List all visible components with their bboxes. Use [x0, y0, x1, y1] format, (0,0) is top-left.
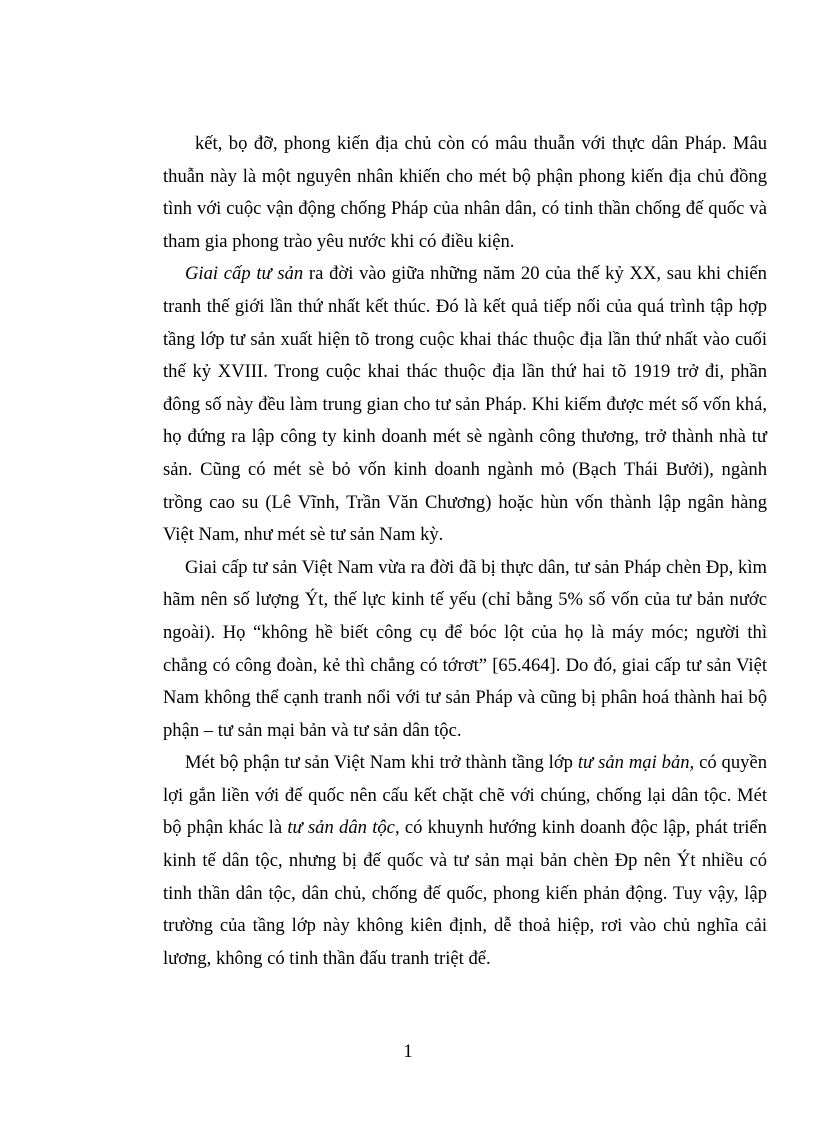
italic-term-giai-cap-tu-san: Giai cấp tư sản [185, 263, 304, 285]
page-number: 1 [403, 1041, 413, 1062]
paragraph-bourgeoisie-division [163, 747, 767, 975]
paragraph-text: kết, bọ đỡ, phong kiến địa chủ còn có mâu thuẫn với thực dân Pháp. Mâu thuẫn này là một nguyên nhân khiến cho mét bộ phận phong kiến địa chủ đồng tình với cuộc vận động chống Pháp của nhân dân, có tinh thần chống đế quốc và tham gia phong trào yêu nước khi có điều kiện. [163, 133, 767, 252]
paragraph-bourgeoisie-origin [163, 258, 767, 551]
paragraph-landlords [163, 128, 767, 258]
italic-term-tu-san-dan-toc: tư sản dân tộc [287, 817, 395, 839]
paragraph-text: ra đời vào giữa những năm 20 của thế kỷ XX, sau khi chiến tranh thế giới lần thứ nhất kết thúc. Đó là kết quả tiếp nối của quá trình tập hợp tầng lớp tư sản xuất hiện tõ trong cuộc khai thác thuộc địa lần thứ nhất vào cuối thế kỷ XVIII. Trong cuộc khai thác thuộc địa lần thứ hai tõ 1919 trở đi, phần đông số này đều làm trung gian cho tư sản Pháp. Khi kiếm được mét số vốn khá, họ đứng ra lập công ty kinh doanh mét sè ngành công thương, trở thành nhà tư sản. Cũng có mét sè bỏ vốn kinh doanh ngành mỏ (Bạch Thái Bưởi), ngành trồng cao su (Lê Vĩnh, Trần Văn Chương) hoặc hùn vốn thành lập ngân hàng Việt Nam, như mét sè tư sản Nam kỳ. [163, 263, 767, 546]
paragraph-bourgeoisie-weakness [163, 552, 767, 748]
italic-term-tu-san-mai-ban: tư sản mại bản, [577, 752, 695, 774]
document-body [163, 128, 767, 975]
paragraph-text: Mét bộ phận tư sản Việt Nam khi trở thành tầng lớp [185, 752, 578, 774]
paragraph-text: có quyền lợi gắn liền với đế quốc nên cấu kết chặt chẽ với chúng, chống lại dân tộc. Mét bộ phận khác là [163, 752, 767, 839]
paragraph-text: , có khuynh hướng kinh doanh độc lập, phát triển kinh tế dân tộc, nhưng bị đế quốc và tư sản mại bản chèn Đp nên Ýt nhiều có tinh thần dân tộc, dân chủ, chống đế quốc, phong kiến phản động. Tuy vậy, lập trường của tầng lớp này không kiên định, dễ thoả hiệp, rơi vào chủ nghĩa cải lương, không có tinh thần đấu tranh triệt để. [163, 817, 767, 969]
paragraph-text: Giai cấp tư sản Việt Nam vừa ra đời đã bị thực dân, tư sản Pháp chèn Đp, kìm hãm nên số lượng Ýt, thế lực kinh tế yếu (chỉ bằng 5% số vốn của tư bản nước ngoài). Họ “không hề biết công cụ để bóc lột của họ là máy móc; người thì chẳng có công đoàn, kẻ thì chẳng có tớrơt” [65.464]. Do đó, giai cấp tư sản Việt Nam không thể cạnh tranh nổi với tư sản Pháp và cũng bị phân hoá thành hai bộ phận – tư sản mại bản và tư sản dân tộc. [163, 556, 767, 741]
